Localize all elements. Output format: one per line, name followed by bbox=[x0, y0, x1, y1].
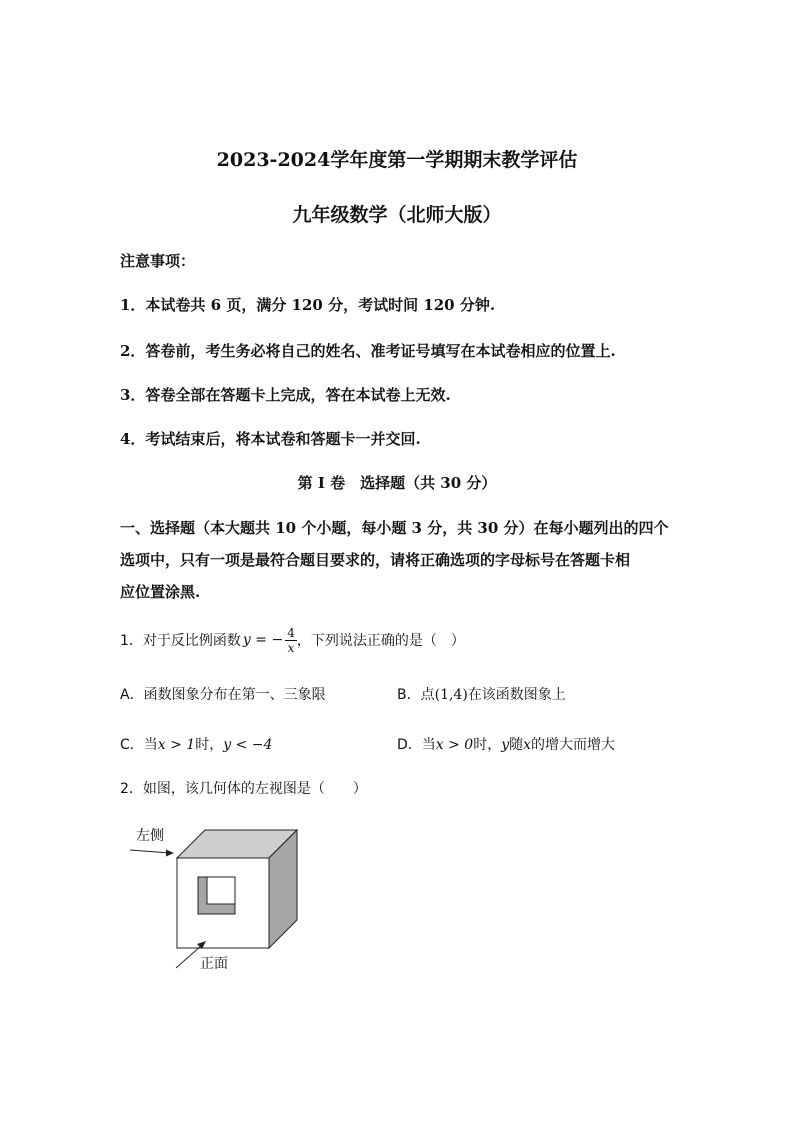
q1-option-d-condition: x > 0 bbox=[435, 737, 474, 753]
q1-prefix: 1．对于反比例函数 bbox=[120, 633, 241, 649]
label-front: 正面 bbox=[200, 956, 228, 972]
q1-fraction-numerator: 4 bbox=[287, 625, 295, 640]
q1-option-d-suffix: 的增大而增大 bbox=[531, 737, 616, 753]
notice-item: 3．答卷全部在答题卡上完成，答在本试卷上无效. bbox=[120, 386, 451, 404]
q1-option-b-point: (1,4) bbox=[434, 687, 468, 703]
notice-heading: 注意事项： bbox=[120, 252, 196, 270]
q1-option-b-suffix: 在该函数图象上 bbox=[467, 687, 566, 703]
question-2: 2．如图，该几何体的左视图是（ ） bbox=[120, 781, 367, 797]
exam-subtitle: 九年级数学（北师大版） bbox=[292, 204, 502, 226]
notice-item: 4．考试结束后，将本试卷和答题卡一并交回. bbox=[120, 430, 421, 448]
notice-item: 2．答卷前，考生务必将自己的姓名、准考证号填写在本试卷相应的位置上. bbox=[120, 342, 616, 360]
question-1 bbox=[120, 622, 465, 658]
q1-fraction bbox=[285, 626, 297, 655]
q1-option-d bbox=[397, 734, 615, 754]
instruction-line: 应位置涂黑. bbox=[120, 583, 201, 601]
q1-option-c-condition: x > 1 bbox=[157, 737, 196, 753]
q1-function-lhs: y = − bbox=[242, 632, 284, 648]
q1-option-c bbox=[120, 734, 272, 754]
q1-option-d-var-x: x bbox=[523, 737, 532, 753]
q1-fraction-denominator: x bbox=[287, 640, 295, 655]
q1-option-b bbox=[397, 684, 566, 704]
label-left-side: 左侧 bbox=[136, 828, 164, 844]
q1-option-d-mid2: 随 bbox=[509, 737, 524, 753]
exam-title: 2023-2024学年度第一学期期末教学评估 bbox=[216, 149, 578, 171]
left-arrow-line bbox=[130, 850, 170, 853]
q1-option-d-var-y: y bbox=[501, 737, 510, 753]
q1-option-b-prefix: B．点 bbox=[397, 687, 435, 703]
q1-option-c-mid: 时， bbox=[195, 737, 224, 753]
q1-option-a: A．函数图象分布在第一、三象限 bbox=[120, 687, 326, 703]
part1-heading: 第 I 卷 选择题（共 30 分） bbox=[297, 474, 497, 492]
q1-option-d-prefix: D．当 bbox=[397, 737, 436, 753]
q1-option-c-result: y < −4 bbox=[223, 737, 273, 753]
cube-figure bbox=[120, 820, 320, 980]
instruction-line: 一、选择题（本大题共 10 个小题，每小题 3 分，共 30 分）在每小题列出的四个 bbox=[120, 519, 669, 537]
q1-option-d-mid: 时， bbox=[473, 737, 502, 753]
q1-option-c-prefix: C．当 bbox=[120, 737, 158, 753]
notice-item: 1．本试卷共 6 页，满分 120 分，考试时间 120 分钟. bbox=[120, 296, 496, 314]
q1-suffix: ，下列说法正确的是（ ） bbox=[296, 633, 465, 649]
left-arrow-head bbox=[166, 850, 174, 857]
instruction-line: 选项中，只有一项是最符合题目要求的，请将正确选项的字母标号在答题卡相 bbox=[120, 551, 631, 569]
